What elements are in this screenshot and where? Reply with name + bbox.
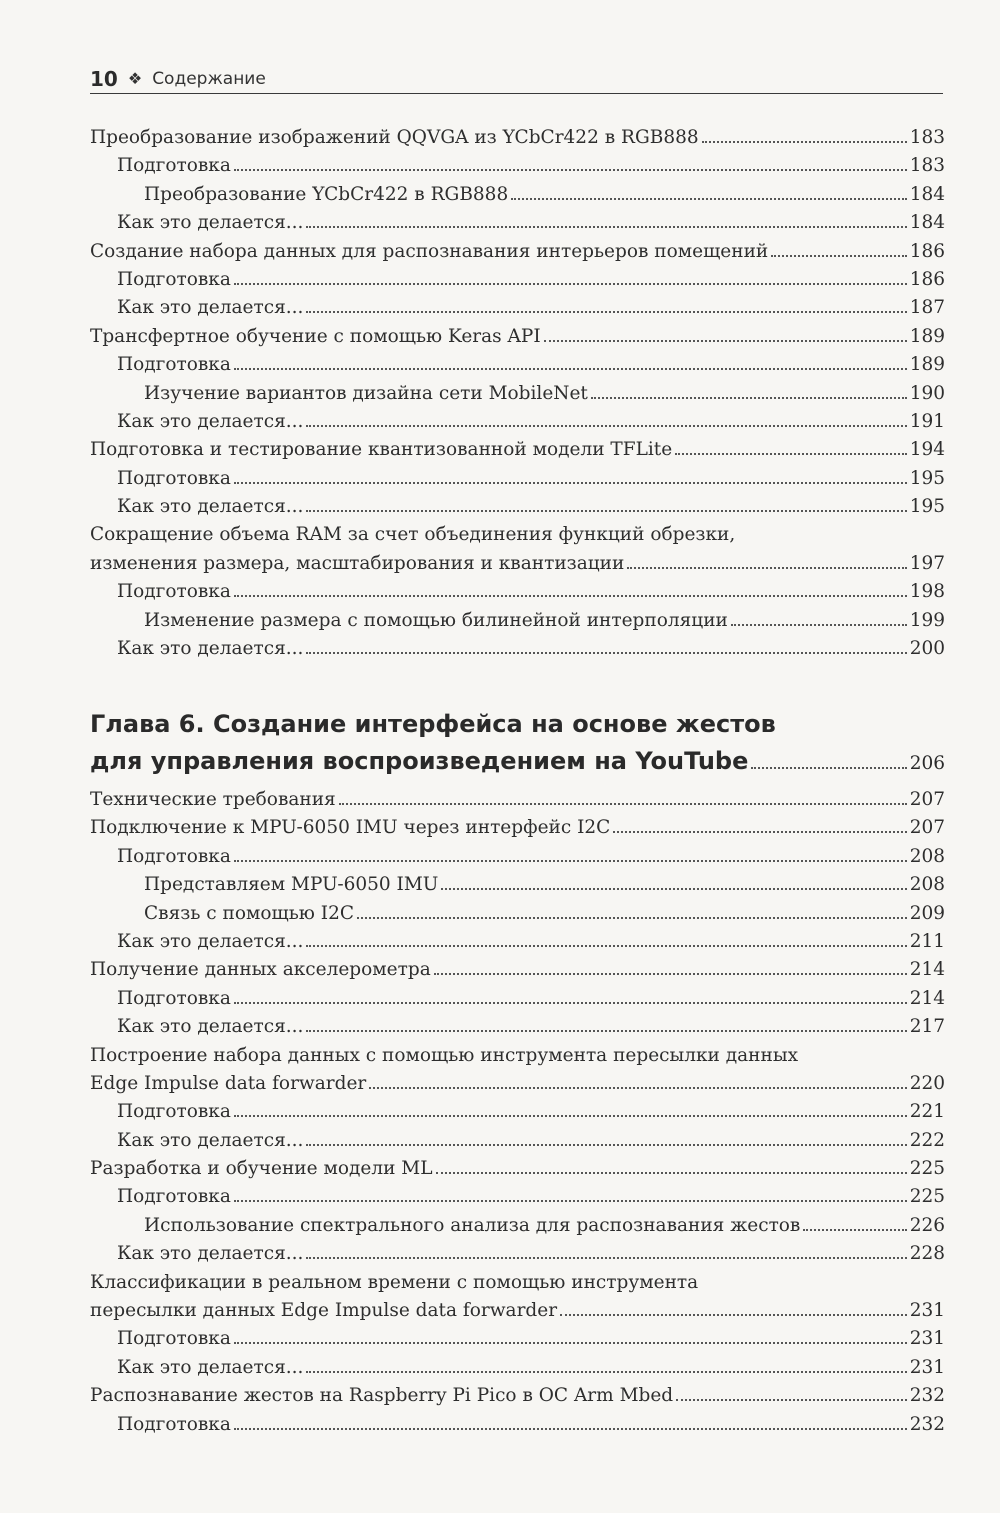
toc-entry[interactable] bbox=[90, 1382, 945, 1410]
leader-dots bbox=[234, 482, 907, 484]
toc-entry-page: 200 bbox=[909, 638, 945, 660]
toc-entry[interactable] bbox=[90, 1070, 945, 1098]
toc-entry-title: Подготовка bbox=[117, 155, 231, 177]
toc-entry[interactable] bbox=[90, 578, 945, 606]
toc-entry-title: Преобразование YCbCr422 в RGB888 bbox=[144, 183, 509, 205]
toc-entry-title: Как это делается... bbox=[117, 212, 304, 234]
toc-entry-title-line1[interactable]: Построение набора данных с помощью инструмента пересылки данных bbox=[90, 1044, 799, 1066]
toc-entry-page: 186 bbox=[909, 268, 945, 290]
toc-entry[interactable] bbox=[90, 294, 945, 322]
toc-entry-page: 207 bbox=[909, 789, 945, 810]
toc-entry-page: 198 bbox=[909, 581, 945, 603]
leader-dots bbox=[306, 1371, 906, 1373]
leader-dots bbox=[613, 831, 906, 833]
toc-entry-title: Подготовка bbox=[117, 581, 231, 603]
toc-entry[interactable] bbox=[90, 209, 945, 237]
toc-entry-page: 231 bbox=[909, 1300, 945, 1322]
running-header-section: Содержание bbox=[152, 69, 266, 89]
leader-dots bbox=[234, 860, 907, 862]
toc-entry-page: 195 bbox=[909, 467, 945, 489]
leader-dots bbox=[441, 888, 906, 890]
toc-entry[interactable] bbox=[90, 1155, 945, 1183]
leader-dots bbox=[234, 1115, 907, 1117]
page-number: 10 bbox=[90, 67, 118, 91]
leader-dots bbox=[731, 624, 907, 626]
toc-entry[interactable] bbox=[90, 1354, 945, 1382]
toc-entry-page: 225 bbox=[909, 1158, 945, 1180]
toc-entry[interactable] bbox=[90, 465, 945, 493]
toc-entry-title: Как это делается... bbox=[117, 297, 304, 319]
toc-entry-page: 214 bbox=[909, 959, 945, 981]
toc-entry-title: Технические требования bbox=[90, 789, 336, 810]
toc-entry-page: 209 bbox=[909, 902, 945, 924]
toc-entry[interactable] bbox=[90, 985, 945, 1013]
leader-dots bbox=[234, 1428, 907, 1430]
leader-dots bbox=[544, 340, 907, 342]
leader-dots bbox=[369, 1087, 906, 1089]
toc-entry-title: Изменение размера с помощью билинейной интерполяции bbox=[144, 609, 728, 631]
toc-entry-page: 217 bbox=[909, 1016, 945, 1038]
toc-entry-page: 231 bbox=[909, 1356, 945, 1378]
toc-entry-title: Изучение вариантов дизайна сети MobileNet bbox=[144, 382, 588, 404]
toc-entry[interactable] bbox=[90, 1098, 945, 1126]
toc-entry-page: 199 bbox=[909, 609, 945, 631]
toc-entry[interactable] bbox=[90, 550, 945, 578]
toc-entry[interactable] bbox=[90, 436, 945, 464]
toc-entry-page: 208 bbox=[909, 845, 945, 867]
toc-entry-page: 191 bbox=[909, 410, 945, 432]
leader-dots bbox=[339, 803, 907, 805]
leader-dots bbox=[591, 397, 907, 399]
toc-entry[interactable] bbox=[90, 843, 945, 871]
running-header bbox=[90, 64, 943, 94]
toc-entry-title: Разработка и обучение модели ML bbox=[90, 1158, 433, 1180]
leader-dots bbox=[234, 1200, 907, 1202]
toc-entry-title: Как это делается... bbox=[117, 930, 304, 952]
toc-entry[interactable] bbox=[90, 607, 945, 635]
toc-entry[interactable] bbox=[90, 635, 945, 663]
toc-entry-title: Подготовка bbox=[117, 987, 231, 1009]
toc-entry-title: Как это делается... bbox=[117, 410, 304, 432]
toc-entry-page: 214 bbox=[909, 987, 945, 1009]
toc-entry-page: 232 bbox=[909, 1413, 945, 1435]
leader-dots bbox=[560, 1314, 907, 1316]
toc-entry-page: 187 bbox=[909, 297, 945, 319]
toc-entry[interactable] bbox=[90, 351, 945, 379]
toc-entry-page: 231 bbox=[909, 1328, 945, 1350]
leader-dots bbox=[306, 510, 906, 512]
toc-entry-title: Создание набора данных для распознавания интерьеров помещений bbox=[90, 240, 769, 262]
toc-list-part1 bbox=[90, 124, 945, 663]
toc-entry-page: 228 bbox=[909, 1243, 945, 1265]
toc-entry-title: пересылки данных Edge Impulse data forwarder bbox=[90, 1300, 558, 1322]
toc-entry[interactable] bbox=[90, 1183, 945, 1211]
toc-entry[interactable] bbox=[90, 1411, 945, 1439]
toc-list-part2 bbox=[90, 786, 945, 1439]
chapter-title-line2: для управления воспроизведением на YouTube bbox=[90, 747, 749, 775]
toc-entry[interactable] bbox=[90, 380, 945, 408]
leader-dots bbox=[306, 311, 906, 313]
chapter-page: 206 bbox=[909, 753, 945, 774]
toc-entry-title: Как это делается... bbox=[117, 638, 304, 660]
leader-dots bbox=[234, 169, 907, 171]
leader-dots bbox=[511, 198, 906, 200]
leader-dots bbox=[234, 595, 907, 597]
leader-dots bbox=[234, 283, 907, 285]
toc-entry-title: Подключение к MPU-6050 IMU через интерфейс I2C bbox=[90, 817, 611, 839]
toc-entry-title: Как это делается... bbox=[117, 1016, 304, 1038]
toc-entry[interactable] bbox=[90, 493, 945, 521]
leader-dots bbox=[306, 226, 906, 228]
toc-entry[interactable] bbox=[90, 1127, 945, 1155]
leader-dots bbox=[234, 1342, 907, 1344]
leader-dots bbox=[234, 1002, 907, 1004]
leader-dots bbox=[306, 1030, 906, 1032]
leader-dots bbox=[803, 1229, 906, 1231]
leader-dots bbox=[675, 453, 907, 455]
chapter-title-line1: Глава 6. Создание интерфейса на основе жестов bbox=[90, 710, 776, 738]
toc-entry-page: 183 bbox=[909, 127, 945, 148]
toc-entry-title: Распознавание жестов на Raspberry Pi Pico в ОС Arm Mbed bbox=[90, 1385, 674, 1407]
chapter-heading[interactable] bbox=[90, 706, 945, 780]
toc-entry[interactable] bbox=[90, 323, 945, 351]
leader-dots bbox=[306, 652, 906, 654]
toc-entry[interactable] bbox=[90, 786, 945, 814]
toc-entry-page: 186 bbox=[909, 240, 945, 262]
toc-entry-page: 222 bbox=[909, 1129, 945, 1151]
toc-entry-title: Трансфертное обучение с помощью Keras API bbox=[90, 325, 541, 347]
leader-dots bbox=[771, 255, 906, 257]
toc-entry-page: 195 bbox=[909, 496, 945, 518]
toc-entry[interactable] bbox=[90, 1325, 945, 1353]
toc-entry[interactable] bbox=[90, 956, 945, 984]
four-diamond-icon: ❖ bbox=[127, 69, 143, 88]
toc-entry-page: 194 bbox=[909, 439, 945, 461]
toc-entry[interactable] bbox=[90, 152, 945, 180]
toc-entry-page: 184 bbox=[909, 183, 945, 205]
toc-entry-title: Подготовка bbox=[117, 268, 231, 290]
toc-entry[interactable] bbox=[90, 238, 945, 266]
toc-entry-page: 207 bbox=[909, 817, 945, 839]
toc-entry-page: 226 bbox=[909, 1214, 945, 1236]
toc-entry-title: Связь с помощью I2C bbox=[144, 902, 355, 924]
toc-entry-page: 197 bbox=[909, 552, 945, 574]
toc-entry-title: Подготовка bbox=[117, 1186, 231, 1208]
leader-dots bbox=[234, 368, 907, 370]
toc-entry-page: 183 bbox=[909, 155, 945, 177]
leader-dots bbox=[306, 425, 906, 427]
toc-entry[interactable] bbox=[90, 1297, 945, 1325]
toc-entry[interactable] bbox=[90, 1013, 945, 1041]
chapter-title-row bbox=[90, 742, 945, 780]
toc-entry[interactable] bbox=[90, 181, 945, 209]
toc-entry-title: Подготовка и тестирование квантизованной модели TFLite bbox=[90, 439, 673, 461]
toc-entry[interactable] bbox=[90, 871, 945, 899]
leader-dots bbox=[702, 141, 907, 143]
toc-entry-title: Представляем MPU-6050 IMU bbox=[144, 874, 439, 896]
toc-entry-title: Edge Impulse data forwarder bbox=[90, 1072, 367, 1094]
leader-dots bbox=[751, 767, 906, 769]
leader-dots bbox=[676, 1399, 907, 1401]
toc-entry-title: Подготовка bbox=[117, 845, 231, 867]
toc-entry[interactable] bbox=[90, 1212, 945, 1240]
toc-entry-title: Подготовка bbox=[117, 1101, 231, 1123]
leader-dots bbox=[357, 917, 907, 919]
toc-entry-title: изменения размера, масштабирования и квантизации bbox=[90, 552, 625, 574]
toc-entry-page: 184 bbox=[909, 212, 945, 234]
toc-entry-page: 220 bbox=[909, 1072, 945, 1094]
toc-entry-title-line1[interactable]: Сокращение объема RAM за счет объединения функций обрезки, bbox=[90, 524, 736, 546]
toc-entry-title: Подготовка bbox=[117, 1413, 231, 1435]
leader-dots bbox=[436, 1172, 907, 1174]
toc-entry[interactable] bbox=[90, 266, 945, 294]
leader-dots bbox=[306, 1257, 906, 1259]
leader-dots bbox=[627, 567, 906, 569]
toc-entry-page: 208 bbox=[909, 874, 945, 896]
toc-entry-title: Подготовка bbox=[117, 467, 231, 489]
toc-entry[interactable] bbox=[90, 124, 945, 152]
toc-entry[interactable] bbox=[90, 900, 945, 928]
toc-entry-page: 232 bbox=[909, 1385, 945, 1407]
toc-entry-page: 221 bbox=[909, 1101, 945, 1123]
toc-entry-title: Как это делается... bbox=[117, 496, 304, 518]
toc-entry-title: Как это делается... bbox=[117, 1356, 304, 1378]
toc-entry[interactable] bbox=[90, 1240, 945, 1268]
toc-entry-title: Использование спектрального анализа для распознавания жестов bbox=[144, 1214, 801, 1236]
toc-entry-page: 189 bbox=[909, 354, 945, 376]
leader-dots bbox=[434, 973, 907, 975]
toc-entry[interactable] bbox=[90, 408, 945, 436]
toc-entry[interactable] bbox=[90, 814, 945, 842]
toc-entry-title: Как это делается... bbox=[117, 1243, 304, 1265]
toc-entry-title: Преобразование изображений QQVGA из YCbCr422 в RGB888 bbox=[90, 127, 699, 148]
toc-entry[interactable] bbox=[90, 928, 945, 956]
toc-entry-title: Как это делается... bbox=[117, 1129, 304, 1151]
leader-dots bbox=[306, 1144, 906, 1146]
toc-entry-title: Получение данных акселерометра bbox=[90, 959, 431, 981]
toc-entry-title: Подготовка bbox=[117, 354, 231, 376]
toc-entry-page: 189 bbox=[909, 325, 945, 347]
toc-entry-page: 211 bbox=[909, 930, 945, 952]
toc-entry-page: 225 bbox=[909, 1186, 945, 1208]
toc-entry-title-line1[interactable]: Классификации в реальном времени с помощью инструмента bbox=[90, 1271, 699, 1293]
toc-entry-page: 190 bbox=[909, 382, 945, 404]
toc-entry-title: Подготовка bbox=[117, 1328, 231, 1350]
leader-dots bbox=[306, 945, 906, 947]
